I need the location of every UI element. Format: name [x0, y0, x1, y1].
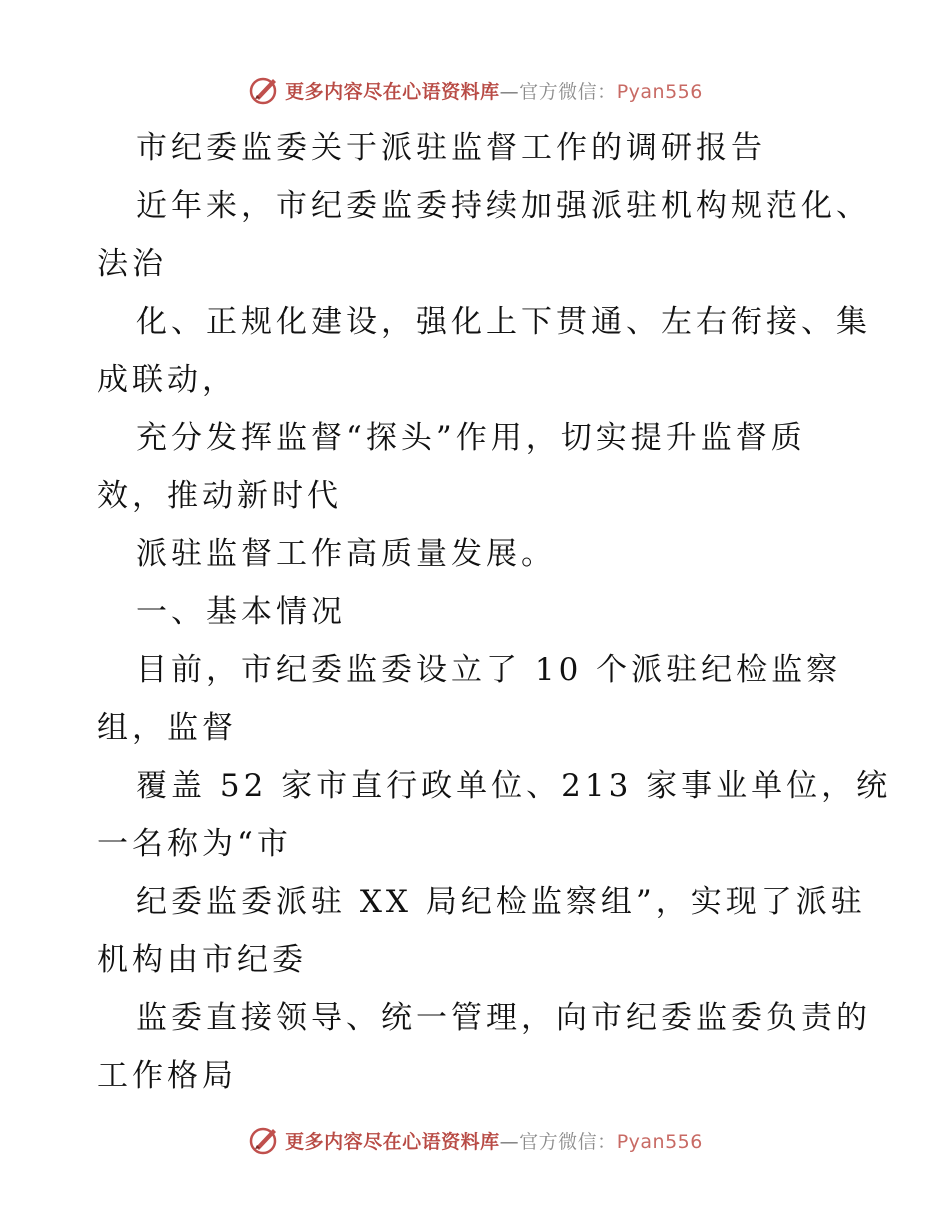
- watermark-text: [285, 1127, 703, 1154]
- watermark-brand: 更多内容尽在心语资料库: [285, 1130, 500, 1153]
- paragraph-line: 监委直接领导、统一管理，向市纪委监委负责的: [136, 1000, 871, 1036]
- paragraph-line: 一名称为“市: [97, 826, 292, 862]
- paragraph-line: 充分发挥监督“探头”作用，切实提升监督质: [136, 420, 806, 456]
- paragraph-line: 纪委监委派驻 XX 局纪检监察组”，实现了派驻: [136, 884, 866, 920]
- document-title: 市纪委监委关于派驻监督工作的调研报告: [136, 130, 766, 166]
- paragraph-line: 效，推动新时代: [97, 478, 342, 514]
- paragraph-line: 化、正规化建设，强化上下贯通、左右衔接、集: [136, 304, 871, 340]
- section-heading: 一、基本情况: [136, 594, 346, 630]
- watermark-dash: —: [499, 80, 520, 103]
- paragraph-line: 覆盖 52 家市直行政单位、213 家事业单位，统: [136, 768, 892, 804]
- paragraph-line: 组，监督: [97, 710, 237, 746]
- paragraph-line: 成联动，: [97, 362, 237, 398]
- paragraph-line: 机构由市纪委: [97, 942, 307, 978]
- watermark-wechat-id: Pyan556: [616, 1130, 703, 1153]
- paragraph-line: 派驻监督工作高质量发展。: [136, 536, 556, 572]
- watermark-wechat-id: Pyan556: [616, 80, 703, 103]
- quill-pen-logo-icon: [247, 1123, 281, 1157]
- watermark-wechat-label: 官方微信：: [519, 1130, 617, 1153]
- watermark-brand: 更多内容尽在心语资料库: [285, 80, 500, 103]
- paragraph-line: 法治: [97, 246, 167, 282]
- paragraph-line: 目前，市纪委监委设立了 10 个派驻纪检监察: [136, 652, 842, 688]
- paragraph-line: 近年来，市纪委监委持续加强派驻机构规范化、: [136, 188, 871, 224]
- watermark-dash: —: [499, 1130, 520, 1153]
- paragraph-line: 工作格局: [97, 1058, 237, 1094]
- footer-watermark: [0, 1120, 950, 1160]
- watermark-wechat-label: 官方微信：: [519, 80, 617, 103]
